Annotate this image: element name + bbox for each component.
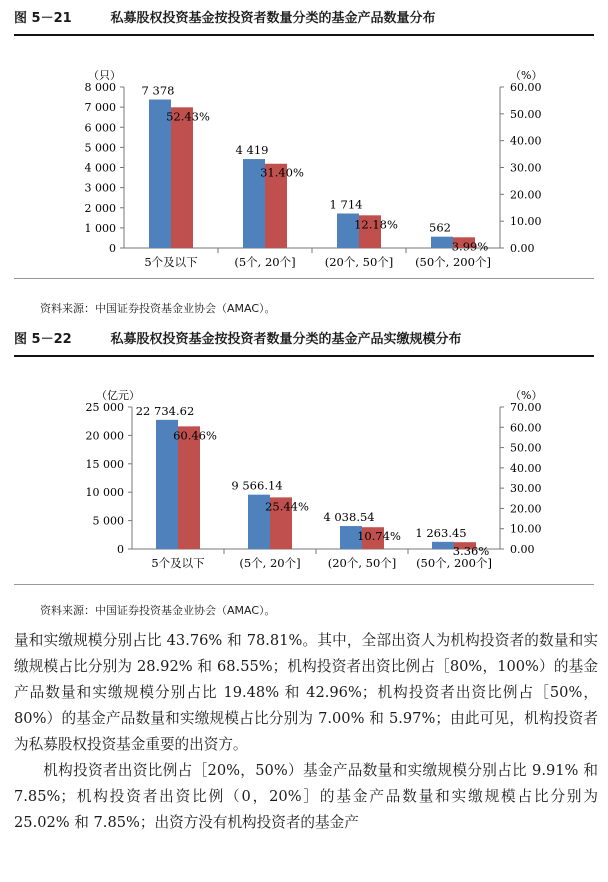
y2-tick-label: 50.00: [510, 107, 542, 121]
figure-title: 私募股权投资基金按投资者数量分类的基金产品数量分布: [110, 11, 436, 26]
figure-title-bar: [14, 8, 594, 36]
source-note: 资料来源：中国证券投资基金业协会（AMAC）。: [40, 302, 276, 315]
data-label-percent: 52.43%: [166, 109, 210, 124]
data-label-count: 1 263.45: [415, 525, 467, 540]
y2-tick-label: 70.00: [510, 401, 542, 414]
bar-count: [431, 237, 453, 248]
y-tick-label: 2 000: [84, 201, 116, 215]
y-tick-label: 5 000: [92, 514, 124, 528]
figure-number: 图 5－21: [14, 11, 72, 26]
paragraph: 量和实缴规模分别占比 43.76% 和 78.81%。其中，全部出资人为机构投资者的数量和实缴规模占比分别为 28.92% 和 68.55%；机构投资者出资比例占［80%，100%）的基金产品数量和实缴规模分别占比 19.48% 和 42.96%；机构投资者出资比例占［50%，80%）的基金产品数量和实缴规模占比分别为 7.00% 和 5.97%；由此可见，机构投资者为私募股权投资基金重要的出资方。: [14, 632, 598, 753]
data-label-count: 562: [429, 220, 451, 235]
y-tick-label: 8 000: [84, 81, 116, 94]
y2-tick-label: 10.00: [510, 215, 542, 229]
chart-container: [14, 40, 594, 279]
y-tick-label: 1 000: [84, 221, 116, 235]
bar-count: [432, 542, 454, 549]
y2-tick-label: 30.00: [510, 482, 542, 496]
data-label-percent: 60.46%: [173, 428, 217, 443]
figure-title: 私募股权投资基金按投资者数量分类的基金产品实缴规模分布: [110, 332, 462, 347]
data-label-count: 1 714: [329, 197, 363, 212]
y2-tick-label: 20.00: [510, 188, 542, 202]
y-tick-label: 10 000: [85, 486, 124, 500]
y-axis-unit-label: （亿元）: [96, 389, 140, 402]
bar-chart-product-count: [14, 40, 594, 278]
y2-tick-label: 0.00: [510, 543, 535, 556]
y2-tick-label: 0.00: [510, 242, 535, 255]
x-tick-label: 5个及以下: [144, 255, 198, 269]
data-label-percent: 3.36%: [452, 544, 490, 559]
bar-chart-paid-in-scale: [14, 362, 594, 584]
y-tick-label: 15 000: [85, 457, 124, 471]
y2-tick-label: 20.00: [510, 502, 542, 516]
x-tick-label: (50个, 200个]: [415, 255, 491, 269]
y-tick-label: 0: [109, 242, 116, 255]
x-tick-label: (20个, 50个]: [327, 556, 397, 570]
data-label-count: 4 038.54: [323, 510, 375, 525]
y-axis-unit-label: （只）: [88, 69, 121, 82]
y-tick-label: 3 000: [84, 181, 116, 195]
data-label-count: 4 419: [235, 143, 269, 158]
data-label-percent: 31.40%: [260, 165, 304, 180]
x-tick-label: 5个及以下: [151, 556, 205, 570]
data-label-count: 9 566.14: [231, 478, 283, 493]
data-label-percent: 3.99%: [451, 239, 489, 254]
data-label-count: 7 378: [141, 83, 175, 98]
y-tick-label: 6 000: [84, 121, 116, 135]
y2-tick-label: 40.00: [510, 461, 542, 475]
y-tick-label: 4 000: [84, 161, 116, 175]
y2-tick-label: 10.00: [510, 522, 542, 536]
body-text: [14, 628, 598, 836]
figure-title-bar: [14, 329, 594, 357]
x-tick-label: (20个, 50个]: [324, 255, 394, 269]
y-tick-label: 5 000: [84, 141, 116, 155]
data-label-percent: 25.44%: [265, 499, 309, 514]
y2-tick-label: 30.00: [510, 161, 542, 175]
data-label-percent: 12.18%: [354, 217, 398, 232]
bar-percent: [171, 107, 193, 248]
data-label-percent: 10.74%: [357, 529, 401, 544]
paragraph: 机构投资者出资比例占［20%，50%）基金产品数量和实缴规模分别占比 9.91% 和 7.85%；机构投资者出资比例（0，20%］的基金产品数量和实缴规模占比分别为 25.02% 和 7.85%；出资方没有机构投资者的基金产: [14, 762, 598, 831]
y2-tick-label: 40.00: [510, 134, 542, 148]
figure-number: 图 5－22: [14, 332, 72, 347]
y2-tick-label: 60.00: [510, 81, 542, 94]
x-tick-label: (50个, 200个]: [416, 556, 492, 570]
chart-container: [14, 362, 594, 585]
x-tick-label: (5个, 20个]: [239, 556, 301, 570]
y2-axis-unit-label: （%）: [510, 389, 543, 402]
bar-percent: [178, 426, 200, 549]
y-tick-label: 20 000: [85, 429, 124, 443]
y-tick-label: 7 000: [84, 101, 116, 115]
y-tick-label: 0: [117, 543, 124, 556]
y2-tick-label: 50.00: [510, 441, 542, 455]
source-note: 资料来源：中国证券投资基金业协会（AMAC）。: [40, 604, 276, 617]
x-tick-label: (5个, 20个]: [234, 255, 296, 269]
y2-axis-unit-label: （%）: [510, 69, 543, 82]
y2-tick-label: 60.00: [510, 421, 542, 435]
y-tick-label: 25 000: [85, 401, 124, 414]
data-label-count: 22 734.62: [135, 403, 195, 418]
